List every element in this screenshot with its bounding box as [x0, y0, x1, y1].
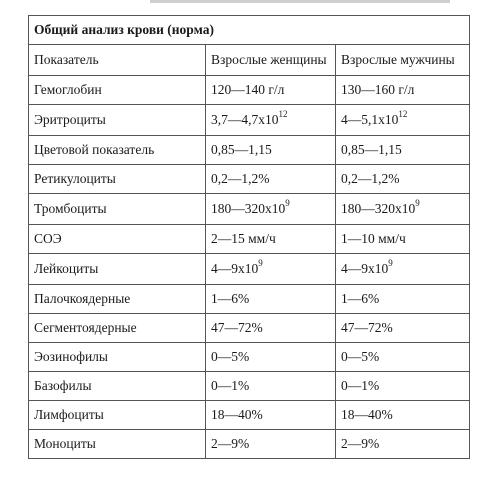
cell-value: 180—320x10 — [341, 201, 416, 216]
table-title: Общий анализ крови (норма) — [29, 16, 470, 45]
cell-men — [336, 165, 470, 194]
cell-men — [336, 136, 470, 165]
cell-women — [206, 285, 336, 314]
cell-men — [336, 401, 470, 430]
cell-women — [206, 76, 336, 105]
table-row — [29, 194, 470, 225]
cell-value: 1—6% — [211, 291, 250, 306]
cell-value: 1—6% — [341, 291, 380, 306]
top-edge-strip — [150, 0, 450, 3]
table-row — [29, 76, 470, 105]
cell-men — [336, 343, 470, 372]
cell-exponent: 9 — [285, 198, 290, 208]
header-women: Взрослые женщины — [206, 45, 336, 76]
cell-women — [206, 254, 336, 285]
cell-women — [206, 194, 336, 225]
table-row — [29, 105, 470, 136]
cell-women — [206, 401, 336, 430]
cell-value: 0—1% — [211, 378, 250, 393]
cell-value: 18—40% — [341, 407, 393, 422]
cell-exponent: 12 — [398, 109, 408, 119]
table-row — [29, 254, 470, 285]
table-row — [29, 285, 470, 314]
cell-women — [206, 372, 336, 401]
table-row — [29, 343, 470, 372]
cell-men — [336, 194, 470, 225]
cell-men — [336, 285, 470, 314]
cell-women — [206, 105, 336, 136]
table-row — [29, 401, 470, 430]
cell-value: 0,2—1,2% — [341, 171, 400, 186]
cell-women — [206, 430, 336, 459]
cell-value: 180—320x10 — [211, 201, 286, 216]
table-row — [29, 372, 470, 401]
cell-value: 0—1% — [341, 378, 380, 393]
cell-indicator: Сегментоядерные — [29, 314, 206, 343]
header-indicator: Показатель — [29, 45, 206, 76]
cell-value: 47—72% — [341, 320, 393, 335]
cell-value: 4—5,1x10 — [341, 112, 399, 127]
cell-women — [206, 136, 336, 165]
cell-value: 0—5% — [341, 349, 380, 364]
cell-women — [206, 314, 336, 343]
table-header-row — [29, 45, 470, 76]
cell-indicator: Лейкоциты — [29, 254, 206, 285]
cell-men — [336, 105, 470, 136]
cell-exponent: 9 — [415, 198, 420, 208]
cell-men — [336, 225, 470, 254]
cell-exponent: 9 — [258, 258, 263, 268]
cell-men — [336, 76, 470, 105]
cell-indicator: Тромбоциты — [29, 194, 206, 225]
cell-indicator: СОЭ — [29, 225, 206, 254]
cell-exponent: 9 — [388, 258, 393, 268]
blood-test-table — [28, 15, 470, 459]
cell-value: 4—9x10 — [341, 261, 389, 276]
cell-value: 0,85—1,15 — [341, 142, 402, 157]
cell-value: 120—140 г/л — [211, 82, 285, 97]
cell-men — [336, 314, 470, 343]
table-title-row — [29, 16, 470, 45]
cell-value: 2—9% — [211, 436, 250, 451]
cell-indicator: Гемоглобин — [29, 76, 206, 105]
cell-indicator: Эозинофилы — [29, 343, 206, 372]
cell-men — [336, 372, 470, 401]
cell-indicator: Лимфоциты — [29, 401, 206, 430]
cell-value: 1—10 мм/ч — [341, 231, 406, 246]
cell-women — [206, 225, 336, 254]
header-men: Взрослые мужчины — [336, 45, 470, 76]
cell-value: 0,85—1,15 — [211, 142, 272, 157]
cell-indicator: Палочкоядерные — [29, 285, 206, 314]
cell-women — [206, 165, 336, 194]
cell-value: 47—72% — [211, 320, 263, 335]
cell-exponent: 12 — [278, 109, 288, 119]
cell-value: 2—15 мм/ч — [211, 231, 276, 246]
cell-value: 130—160 г/л — [341, 82, 415, 97]
cell-value: 18—40% — [211, 407, 263, 422]
table-row — [29, 430, 470, 459]
cell-value: 0,2—1,2% — [211, 171, 270, 186]
cell-indicator: Эритроциты — [29, 105, 206, 136]
table-row — [29, 314, 470, 343]
cell-women — [206, 343, 336, 372]
cell-value: 4—9x10 — [211, 261, 259, 276]
cell-value: 0—5% — [211, 349, 250, 364]
cell-value: 2—9% — [341, 436, 380, 451]
cell-indicator: Моноциты — [29, 430, 206, 459]
cell-men — [336, 254, 470, 285]
cell-indicator: Ретикулоциты — [29, 165, 206, 194]
table-row — [29, 225, 470, 254]
cell-value: 3,7—4,7x10 — [211, 112, 279, 127]
cell-men — [336, 430, 470, 459]
cell-indicator: Цветовой показатель — [29, 136, 206, 165]
table-row — [29, 165, 470, 194]
table-row — [29, 136, 470, 165]
cell-indicator: Базофилы — [29, 372, 206, 401]
